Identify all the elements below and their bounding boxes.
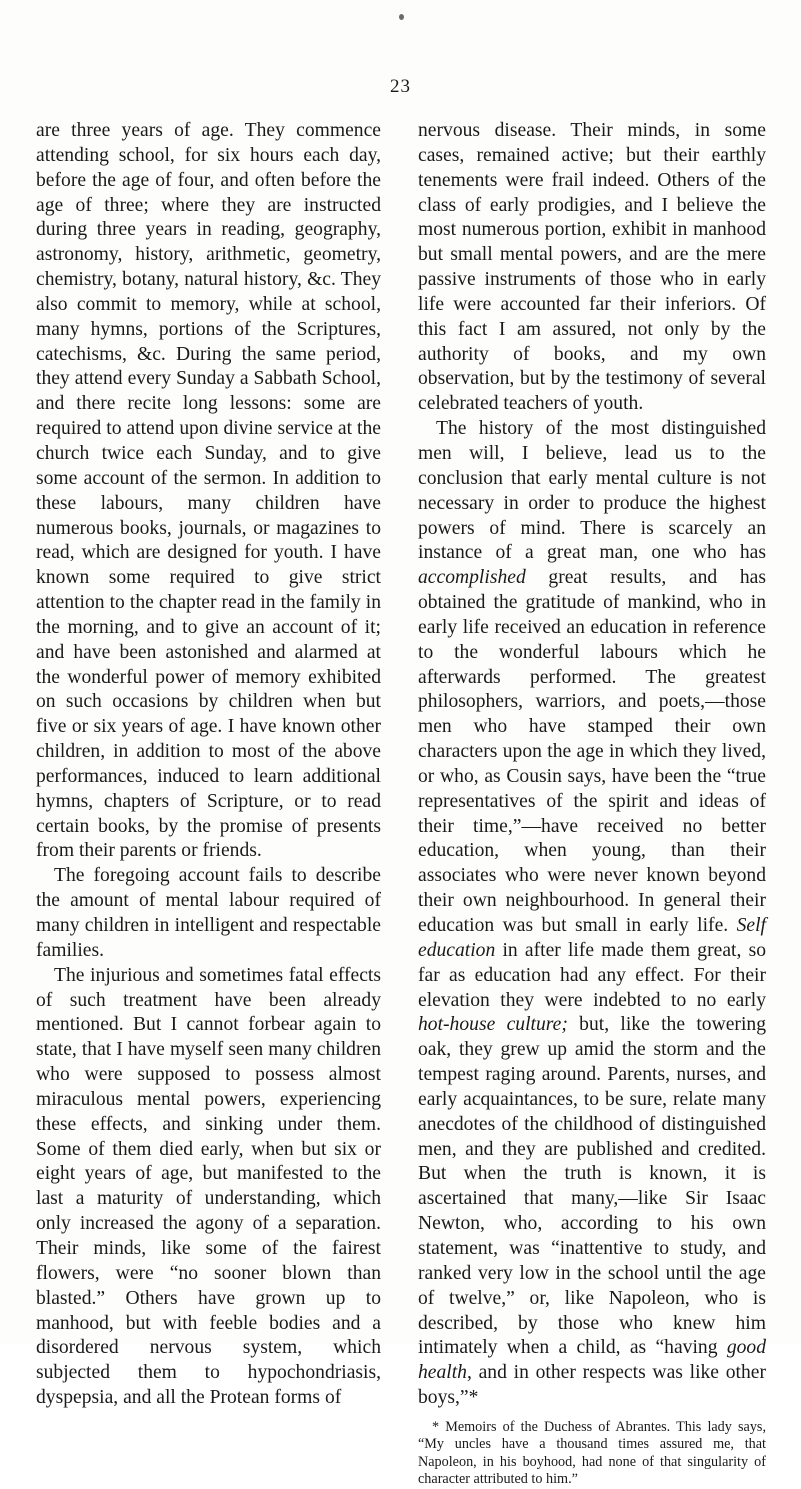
footnote-text: * Memoirs of the Duchess of Abrantes. This lady says, “My uncles have a thousand times assured me, that Napoleon, in his boyhood, had none of that singularity of character attributed to him.” <box>418 1418 766 1488</box>
text-run: great results, and has obtained the gratitude of mankind, who in early life received an education in reference to the wonderful labours which he afterwards performed. The greatest philosophers, warriors, and poets,—those men who have stamped their own characters upon the age in which they lived, or who, as Cousin says, have been the “true representatives of the spirit and ideas of their time,”—have received no better education, when young, than their associates who were never known beyond their own neighbourhood. In general their education was but small in early life. <box>418 567 766 936</box>
emphasis: accomplished <box>418 567 526 589</box>
page-number: 23 <box>390 76 411 97</box>
paragraph: nervous disease. Their minds, in some cases, remained active; but their earthly tenements were frail indeed. Others of the class of early prodigies, and I believe the most numerous portion, exhibit in manhood but small mental powers, and are the mere passive instruments of those who in early life were accounted far their inferiors. Of this fact I am assured, not only by the authority of books, and my own observation, but by the testimony of several celebrated teachers of youth. <box>418 120 766 415</box>
left-column <box>36 119 381 1411</box>
text-run: but, like the towering oak, they grew up amid the storm and the tempest raging around. Parents, nurses, and early acquaintances, to be sure, relate many anecdotes of the childhood of distinguished men, and they are published and credited. But when the truth is known, it is ascertained that many,—like Sir Isaac Newton, who, according to his own statement, was “inattentive to study, and ranked very low in the school until the age of twelve,” or, like Napoleon, who is described, by those who knew him intimately when a child, as “having <box>418 1014 766 1359</box>
emphasis: hot-house culture; <box>418 1014 568 1036</box>
text-run: in after life made them great, so far as education had any effect. For their elevation they were indebted to no early <box>418 939 766 1011</box>
paragraph: The injurious and sometimes fatal effects of such treatment have been already mentioned. But I cannot forbear again to state, that I have myself seen many children who were supposed to possess almost miraculous mental powers, experiencing these effects, and sinking under them. Some of them died early, when but six or eight years of age, but manifested to the last a maturity of understanding, which only increased the agony of a separation. Their minds, like some of the fairest flowers, were “no sooner blown than blasted.” Others have grown up to manhood, but with feeble bodies and a disordered nervous system, which subjected them to hypochondriasis, dyspepsia, and all the Protean forms of <box>36 964 381 1409</box>
paragraph: The foregoing account fails to describe the amount of mental labour required of many children in intelligent and respectable families. <box>36 865 381 961</box>
ink-speck <box>399 14 404 20</box>
emphasis: good health <box>418 1337 766 1384</box>
emphasis: Self education <box>418 915 766 961</box>
footnote <box>418 1419 766 1489</box>
paragraph: are three years of age. They commence attending school, for six hours each day, before the age of four, and often before the age of three; where they are instructed during three years in reading, geography, astronomy, history, arithmetic, geometry, chemistry, botany, natural history, &c. They also commit to memory, while at school, many hymns, portions of the Scriptures, catechisms, &c. During the same period, they attend every Sunday a Sabbath School, and there recite long lessons: some are required to attend upon divine service at the church twice each Sunday, and to give some account of the sermon. In addition to these labours, many children have numerous books, journals, or magazines to read, which are designed for youth. I have known some required to give strict attention to the chapter read in the family in the morning, and to give an account of it; and have been astonished and alarmed at the wonderful power of memory exhibited on such occasions by children when but five or six years of age. I have known other children, in addition to most of the above performances, induced to learn additional hymns, chapters of Scripture, or to read certain books, by the promise of presents from their parents or friends. <box>36 120 381 862</box>
text-run: , and in other respects was like other boys,”* <box>418 1362 766 1409</box>
paragraph <box>418 417 766 1411</box>
text-run: The history of the most distinguished men will, I believe, lead us to the conclusion that early mental culture is not necessary in order to produce the highest powers of mind. There is scarcely an instance of a great man, one who has <box>418 418 766 564</box>
right-column <box>418 119 766 1489</box>
